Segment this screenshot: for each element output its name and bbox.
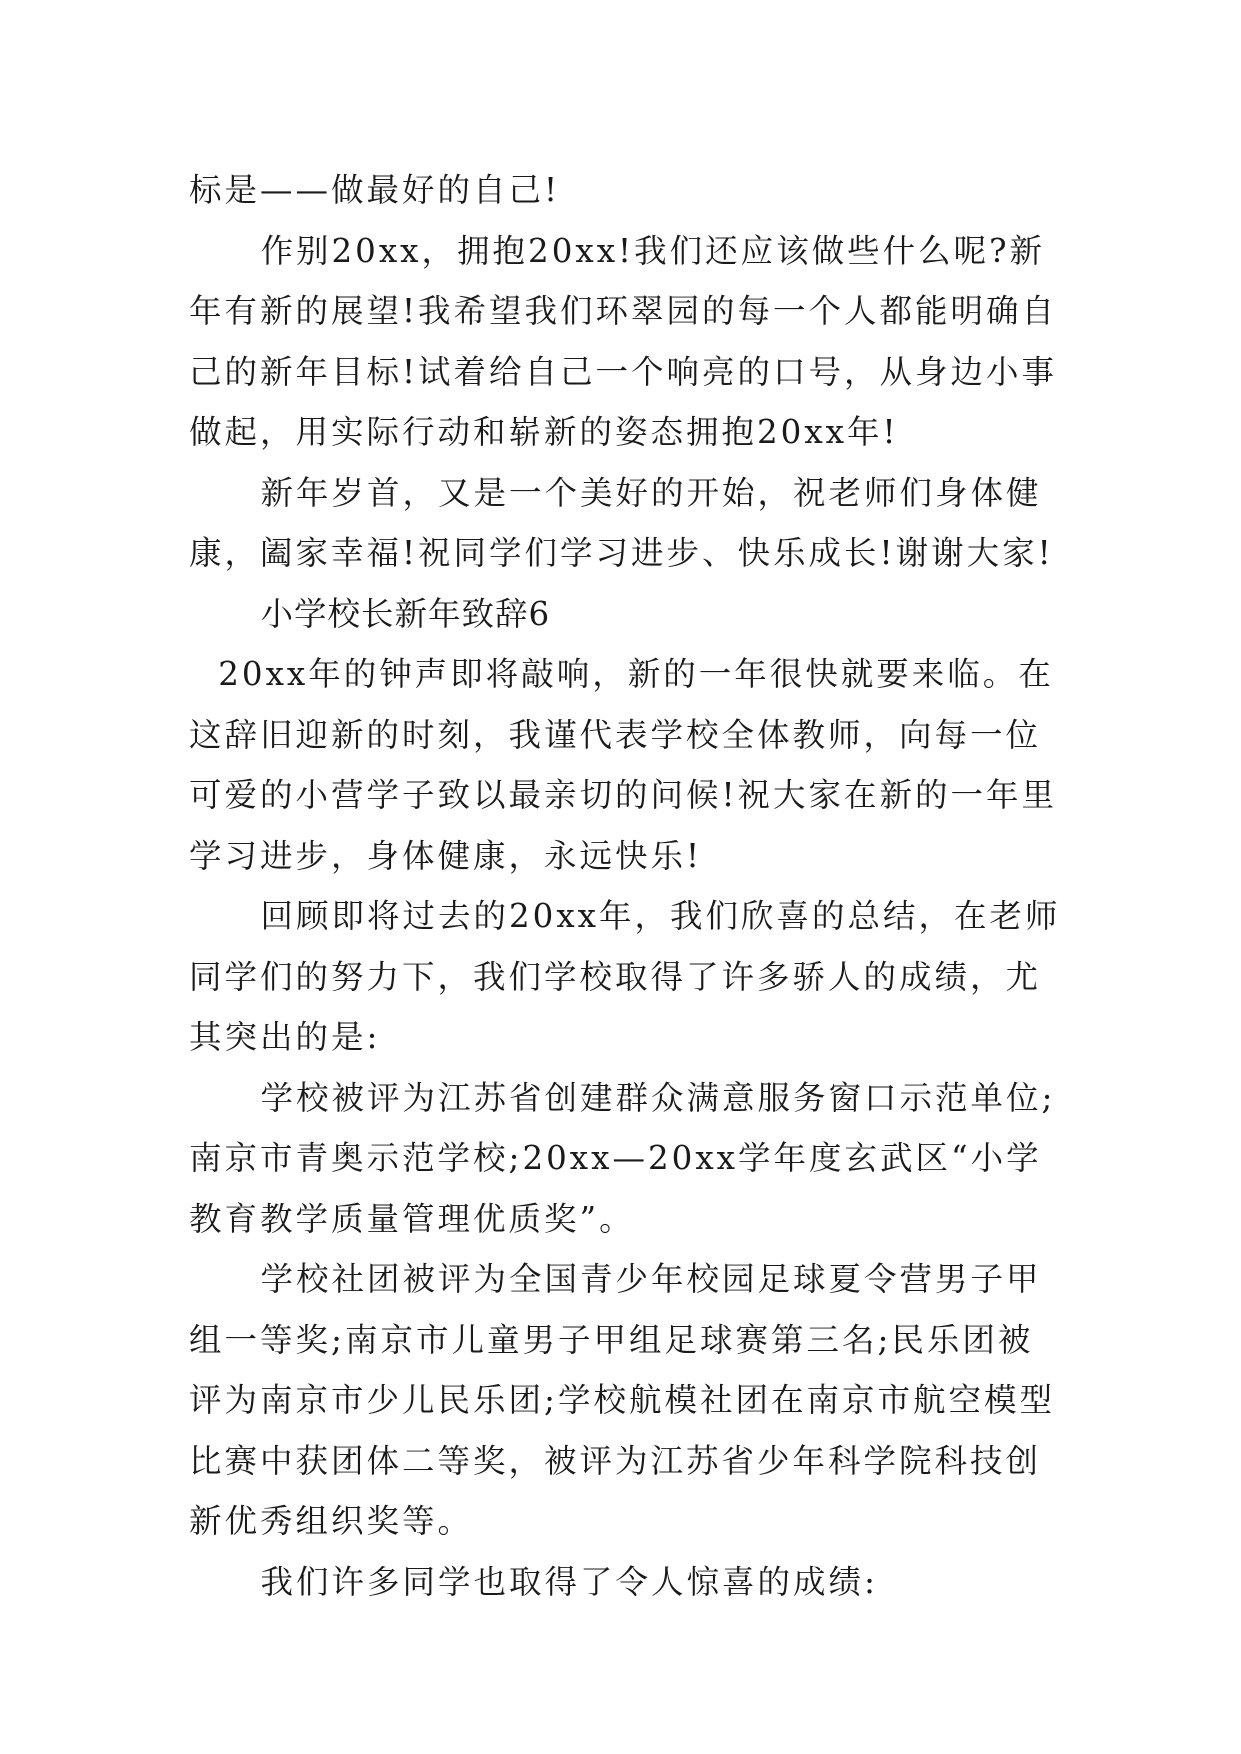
paragraph: 我们许多同学也取得了令人惊喜的成绩: bbox=[260, 1562, 878, 1601]
paragraph: 新年岁首，又是一个美好的开始，祝老师们身体健康，阖家幸福!祝同学们学习进步、快乐成长!谢谢大家! bbox=[189, 473, 1054, 572]
section-heading: 小学校长新年致辞6 bbox=[260, 594, 551, 633]
paragraph: 20xx年的钟声即将敲响，新的一年很快就要来临。在这辞旧迎新的时刻，我谨代表学校全体教师，向每一位可爱的小营学子致以最亲切的问候!祝大家在新的一年里学习进步，身体健康，永远快乐! bbox=[189, 655, 1058, 875]
paragraph: 学校被评为江苏省创建群众满意服务窗口示范单位;南京市青奥示范学校;20xx—20xx学年度玄武区“小学教育教学质量管理优质奖”。 bbox=[189, 1078, 1056, 1238]
paragraph: 作别20xx，拥抱20xx!我们还应该做些什么呢?新年有新的展望!我希望我们环翠园的每一个人都能明确自己的新年目标!试着给自己一个响亮的口号，从身边小事做起，用实际行动和崭新的姿态拥抱20xx年! bbox=[189, 231, 1058, 451]
document-body bbox=[189, 160, 1067, 1612]
paragraph: 学校社团被评为全国青少年校园足球夏令营男子甲组一等奖;南京市儿童男子甲组足球赛第三名;民乐团被评为南京市少儿民乐团;学校航模社团在南京市航空模型比赛中获团体二等奖，被评为江苏省少年科学院科技创新优秀组织奖等。 bbox=[189, 1260, 1055, 1540]
paragraph-continuation: 标是——做最好的自己! bbox=[189, 171, 561, 209]
paragraph: 回顾即将过去的20xx年，我们欣喜的总结，在老师同学们的努力下，我们学校取得了许多骄人的成绩，尤其突出的是: bbox=[189, 897, 1061, 1056]
